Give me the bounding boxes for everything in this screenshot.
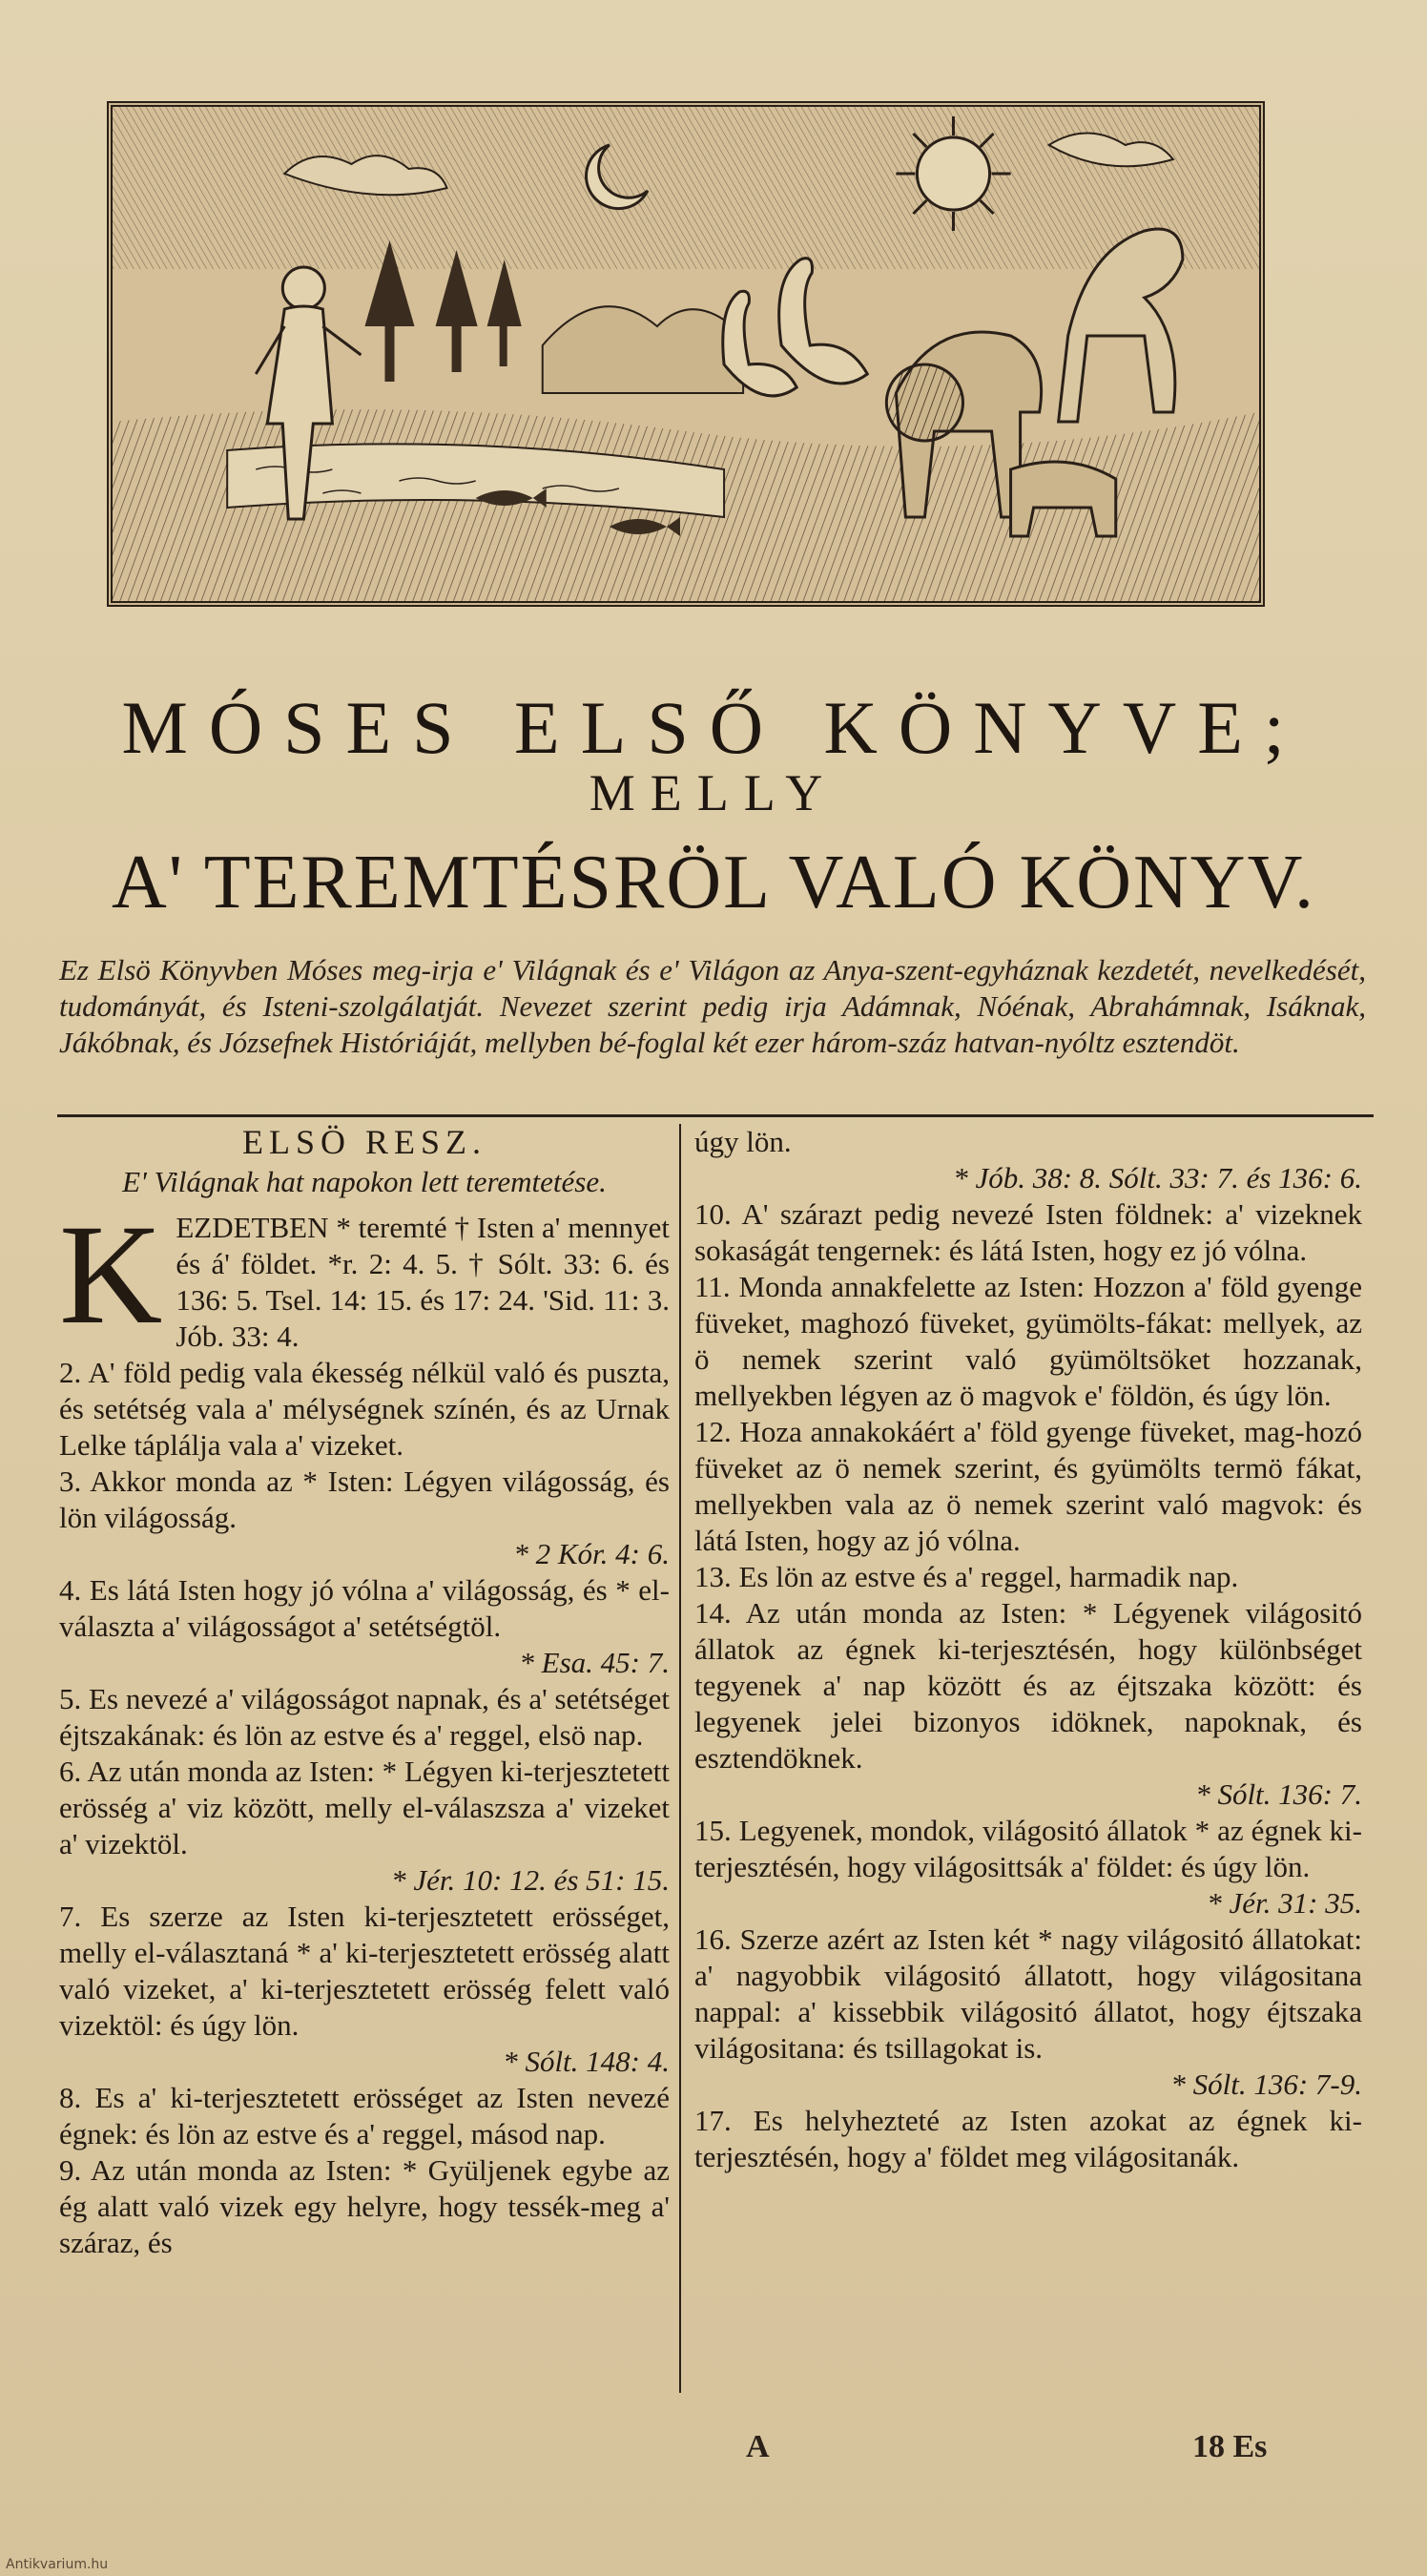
drop-cap-letter: K	[59, 1195, 163, 1354]
column-divider	[679, 1124, 681, 2393]
verse-8: 8. Es a' ki-terjesztetett erösséget az Isten nevezé égnek: és lön az estve és a' reggel, másod nap.	[59, 2081, 670, 2150]
verse-9-reference: * Jób. 38: 8. Sólt. 33: 7. és 136: 6.	[953, 1161, 1362, 1195]
chapter-heading: ELSÖ RESZ.	[241, 1123, 486, 1161]
chapter-subtitle: E' Világnak hat napokon lett teremtetése.	[122, 1165, 607, 1198]
verse-7: 7. Es szerze az Isten ki-terjesztetett erösséget, melly el-választaná * a' ki-terjesztetett erösség alatt való vizeket, a' ki-terjesztetett erösség felett való vizektöl: és úgy lön.	[59, 1900, 670, 2042]
verse-3-reference: * 2 Kór. 4: 6.	[513, 1537, 670, 1570]
verse-9: 9. Az után monda az Isten: * Gyüljenek egybe az ég alatt való vizek egy helyre, hogy tessék-meg a' száraz, és	[59, 2153, 670, 2259]
verse-2: 2. A' föld pedig vala ékesség nélkül való és puszta, és setétség vala a' mélységnek színén, és az Urnak Lelke táplálja vala a' vizeket.	[59, 1356, 670, 1462]
verse-11: 11. Monda annakfelette az Isten: Hozzon a' föld gyenge füveket, maghozó füveket, gyümölts-fákat: mellyek, az ö nemek szerint való gyümöltsöket hozzanak, mellyekben légyen az ö magvok e' földön, és úgy lön.	[694, 1270, 1362, 1412]
verse-6: 6. Az után monda az Isten: * Légyen ki-terjesztetett erösség a' viz között, melly el-válaszsza a' vizeket a' vizektöl.	[59, 1755, 670, 1860]
verse-5: 5. Es nevezé a' világosságot napnak, és a' setétséget éjtszakának: és lön az estve és a' reggel, elsö nap.	[59, 1682, 670, 1752]
verse-4-reference: * Esa. 45: 7.	[519, 1646, 670, 1679]
book-subtitle: A' TEREMTÉSRÖL VALÓ KÖNYV.	[111, 841, 1316, 924]
page-footer	[0, 2429, 1427, 2467]
verse-14-reference: * Sólt. 136: 7.	[1195, 1777, 1362, 1811]
verse-15: 15. Legyenek, mondok, világositó állatok * az égnek ki-terjesztésén, hogy világosittsák a' földet: és úgy lön.	[694, 1814, 1362, 1883]
verse-7-reference: * Sólt. 148: 4.	[503, 2045, 670, 2078]
right-column	[694, 1124, 1362, 2175]
book-title-melly: MELLY	[589, 764, 838, 821]
book-introduction: Ez Elsö Könyvben Móses meg-irja e' Világnak és e' Világon az Anya-szent-egyháznak kezdetét, nevelkedését, tudományát, és Isteni-szolgálatját. Nevezet szerint pedig irja Adámnak, Nóénak, Abrahámnak, Isáknak, Jákóbnak, és Józsefnek Históriáját, mellyben bé-foglal két ezer három-száz hatvan-nyóltz esztendöt.	[59, 953, 1366, 1059]
verse-10: 10. A' szárazt pedig nevezé Isten földnek: a' vizeknek sokaságát tengernek: és látá Isten, hogy ez jó vólna.	[694, 1197, 1362, 1267]
verse-13: 13. Es lön az estve és a' reggel, harmadik nap.	[694, 1560, 1239, 1593]
verse-17: 17. Es helyhezteté az Isten azokat az égnek ki-terjesztésén, hogy a' földet meg világositanák.	[694, 2104, 1362, 2173]
woodcut-drawing	[113, 107, 1259, 601]
verse-16-reference: * Sólt. 136: 7-9.	[1170, 2067, 1362, 2101]
left-column	[59, 1124, 670, 2261]
header-rule	[57, 1114, 1374, 1117]
catchword: 18 Es	[1192, 2429, 1268, 2464]
verse-1	[59, 1195, 670, 1355]
verse-14: 14. Az után monda az Isten: * Légyenek világositó állatok az égnek ki-terjesztésén, hogy különbséget tegyenek a' nap között és az éjtszaka között: és legyenek jelei bizonyos idöknek, napoknak, és esztendöknek.	[694, 1596, 1362, 1775]
verse-12: 12. Hoza annakokáért a' föld gyenge füveket, mag-hozó füveket az ö nemek szerint, és gyümölts termö fákat, mellyekben vala az ö nemek szerint való magvok: és látá Isten, hogy az jó vólna.	[694, 1415, 1362, 1557]
verse-3: 3. Akkor monda az * Isten: Légyen világosság, és lön világosság.	[59, 1465, 670, 1534]
creation-woodcut-illustration	[107, 101, 1265, 607]
verse-1-text: EZDETBEN * teremté † Isten a' mennyet és á' földet. *r. 2: 4. 5. † Sólt. 33: 6. és 136: 5. Tsel. 14: 15. és 17: 24. 'Sid. 11: 3. Jób. 33: 4.	[176, 1211, 670, 1353]
verse-9-continuation: úgy lön.	[694, 1125, 792, 1158]
watermark: Antikvarium.hu	[6, 2557, 109, 2572]
verse-4: 4. Es látá Isten hogy jó vólna a' világosság, és * el-választa a' világosságot a' setétségtöl.	[59, 1573, 670, 1643]
verse-15-reference: * Jér. 31: 35.	[1207, 1886, 1362, 1920]
verse-16: 16. Szerze azért az Isten két * nagy világositó állatokat: a' nagyobbik világositó állatott, hogy világositana nappal: a' kissebbik világositó állatot, hogy éjtszaka világositana: és tsillagokat is.	[694, 1922, 1362, 2065]
book-title: MÓSES ELSŐ KÖNYVE;	[121, 686, 1306, 769]
signature-mark: A	[746, 2429, 770, 2464]
verse-6-reference: * Jér. 10: 12. és 51: 15.	[391, 1863, 670, 1897]
